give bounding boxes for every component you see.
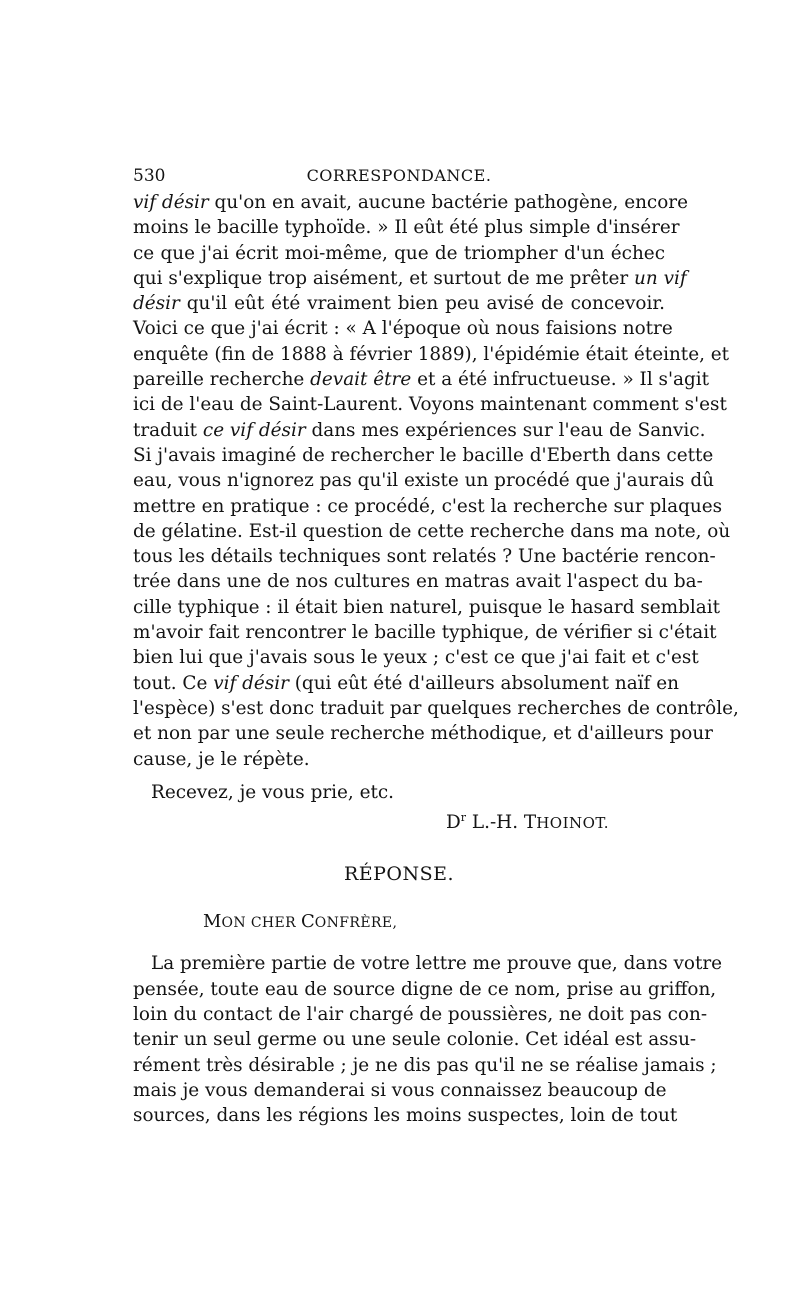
letter-signature: $D^r$ L.-H. THOINOT. — [446, 811, 609, 834]
running-head: CORRESPONDANCE. — [306, 166, 492, 185]
letter-line: moins le bacille typhoïde. » Il eût été plus simple d'insérer — [133, 217, 680, 239]
letter-line: l'espèce) s'est donc traduit par quelques recherches de contrôle, — [133, 697, 739, 719]
response-line: mais je vous demanderai si vous connaissez beaucoup de — [133, 1079, 667, 1101]
letter-line: désir qu'il eût été vraiment bien peu avisé de concevoir. — [133, 293, 665, 315]
book-page — [133, 160, 739, 1129]
letter-line: tous les détails techniques sont relatés ? Une bactérie rencon- — [133, 546, 716, 568]
letter-line: vif désir qu'on en avait, aucune bactérie pathogène, encore — [133, 192, 688, 213]
response-line: rément très désirable ; je ne dis pas qu'il ne se réalise jamais ; — [133, 1054, 717, 1076]
letter-line: et non par une seule recherche méthodique, et d'ailleurs pour — [133, 723, 713, 745]
letter-body — [133, 190, 739, 834]
response-heading: RÉPONSE. — [343, 863, 455, 886]
letter-line: bien lui que j'avais sous le yeux ; c'est ce que j'ai fait et c'est — [133, 647, 699, 669]
letter-closing: Recevez, je vous prie, etc. — [151, 781, 395, 803]
letter-line: ce que j'ai écrit moi-même, que de triompher d'un échec — [133, 242, 665, 264]
letter-line: cille typhique : il était bien naturel, puisque le hasard semblait — [133, 596, 720, 618]
letter-line: eau, vous n'ignorez pas qu'il existe un procédé que j'aurais dû — [133, 470, 714, 492]
letter-line: trée dans une de nos cultures en matras avait l'aspect du ba- — [133, 571, 703, 593]
letter-line: qui s'explique trop aisément, et surtout de me prêter un vif — [133, 267, 687, 289]
letter-line: de gélatine. Est-il question de cette recherche dans ma note, où — [133, 520, 731, 542]
response-line: tenir un seul germe ou une seule colonie. Cet idéal est assu- — [133, 1029, 697, 1051]
response-salutation: MON CHER CONFRÈRE, — [203, 911, 398, 933]
letter-line: enquête (fin de 1888 à février 1889), l'épidémie était éteinte, et — [133, 343, 730, 365]
letter-line: cause, je le répète. — [133, 748, 310, 770]
letter-line: Voici ce que j'ai écrit : « A l'époque où nous faisions notre — [133, 318, 673, 340]
response-body — [133, 951, 723, 1128]
letter-line: ici de l'eau de Saint-Laurent. Voyons maintenant comment s'est — [133, 394, 727, 416]
letter-line: tout. Ce vif désir (qui eût été d'ailleurs absolument naïf en — [133, 672, 679, 694]
response-line: pensée, toute eau de source digne de ce nom, prise au griffon, — [133, 978, 717, 1000]
page-header — [133, 160, 665, 190]
letter-line: mettre en pratique : ce procédé, c'est la recherche sur plaques — [133, 495, 723, 517]
response-line: sources, dans les régions les moins suspectes, loin de tout — [133, 1105, 678, 1127]
response-line: La première partie de votre lettre me prouve que, dans votre — [151, 953, 723, 975]
letter-line: pareille recherche devait être et a été infructueuse. » Il s'agit — [133, 369, 710, 391]
letter-line: traduit ce vif désir dans mes expériences sur l'eau de Sanvic. — [133, 419, 706, 441]
letter-line: Si j'avais imaginé de rechercher le bacille d'Eberth dans cette — [133, 444, 714, 466]
response-line: loin du contact de l'air chargé de poussières, ne doit pas con- — [133, 1004, 708, 1026]
page-number: 530 — [133, 166, 166, 186]
letter-line: m'avoir fait rencontrer le bacille typhique, de vérifier si c'était — [133, 622, 717, 644]
